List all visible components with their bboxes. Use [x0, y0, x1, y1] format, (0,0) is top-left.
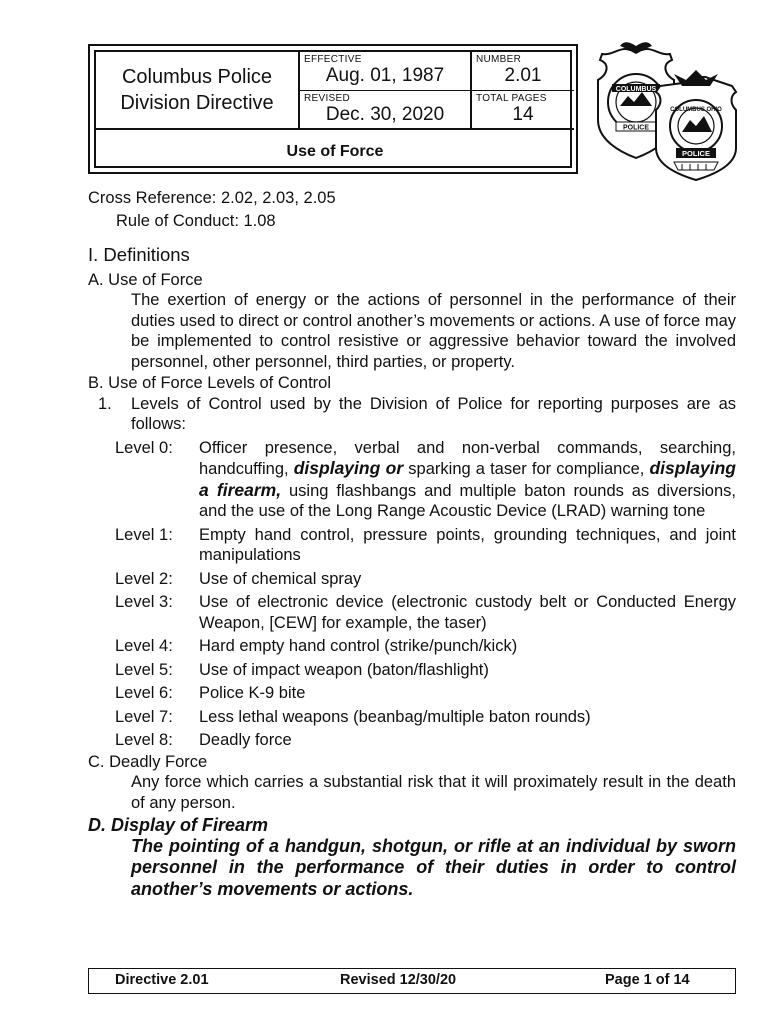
level-label: Level 8: [115, 731, 173, 749]
subsection-a-heading: A. Use of Force [88, 270, 203, 289]
level-row-0 [115, 438, 736, 522]
level-description: Use of electronic device (electronic custody belt or Conducted Energy Weapon, [CEW] for example, the taser) [199, 593, 736, 632]
subsection-d-text: The pointing of a handgun, shotgun, or rifle at an individual by sworn personnel in the performance of their duties in order to control another’s movements or actions. [131, 835, 736, 899]
level-description: Less lethal weapons (beanbag/multiple baton rounds) [199, 707, 591, 726]
number-cell [472, 52, 574, 91]
badge2-top-text: COLUMBUS OHIO [670, 107, 722, 113]
level0-text-part1: Officer presence, verbal and non-verbal commands, searching, handcuffing, [199, 438, 736, 478]
levels-intro-item [98, 394, 736, 435]
police-badges-logo [590, 40, 740, 185]
level-row-7 [115, 707, 736, 728]
division-title-line2: Division Directive [120, 92, 274, 114]
level-description: Police K-9 bite [199, 684, 306, 702]
division-title-line1: Columbus Police [121, 66, 273, 88]
total-pages-cell [472, 91, 574, 130]
level-row-1 [115, 525, 736, 566]
effective-value: Aug. 01, 1987 [325, 65, 445, 86]
level-label: Level 2: [115, 569, 173, 588]
levels-intro-text: Levels of Control used by the Division of Police for reporting purposes are as follows: [131, 394, 736, 433]
level0-italic-displaying-or: displaying or [293, 458, 404, 478]
level-row-4 [115, 636, 736, 657]
subsection-a-text: The exertion of energy or the actions of personnel in the performance of their duties used to direct or control another’s movements or actions. A use of force may be implemented to control resistive or aggressive behavior toward the involved personnel, other personnel, third parties, or property. [131, 291, 736, 371]
level-description: Empty hand control, pressure points, grounding techniques, and joint manipulations [199, 525, 736, 564]
subsection-b-heading: B. Use of Force Levels of Control [88, 374, 332, 392]
police-shield-badge-icon [656, 70, 736, 180]
footer-directive-number: Directive 2.01 [115, 972, 209, 988]
badge1-bottom-text: POLICE [622, 124, 650, 132]
directive-body [88, 188, 736, 900]
total-pages-label: TOTAL PAGES [476, 93, 547, 104]
section-definitions-heading: I. Definitions [88, 244, 190, 265]
revised-label: REVISED [304, 93, 351, 104]
levels-intro-number: 1. [98, 394, 112, 413]
level-label: Level 4: [115, 637, 173, 655]
subsection-c-heading: C. Deadly Force [88, 752, 208, 771]
level-row-5 [115, 660, 736, 681]
rule-of-conduct: Rule of Conduct: 1.08 [116, 211, 276, 230]
level-label: Level 0: [115, 438, 173, 457]
level-description: Deadly force [199, 731, 292, 749]
level-description: Use of impact weapon (baton/flashlight) [199, 660, 489, 679]
level-label: Level 5: [115, 660, 173, 679]
directive-header-inner [94, 50, 572, 168]
level-row-3 [115, 592, 736, 633]
subsection-d-heading: D. Display of Firearm [88, 815, 269, 835]
subject-cell [96, 130, 574, 174]
effective-date-cell [300, 52, 472, 91]
level-row-8 [115, 730, 736, 751]
level0-text-part2: sparking a taser for compliance, [403, 460, 650, 478]
revised-date-cell [300, 91, 472, 130]
cross-reference: Cross Reference: 2.02, 2.03, 2.05 [88, 189, 336, 207]
level-row-2 [115, 569, 736, 590]
division-title-cell [96, 52, 300, 130]
level0-text-part3: using flashbangs and multiple baton rounds as diversions, and the use of the Long Range Acoustic Device (LRAD) warning tone [199, 481, 736, 520]
revised-value: Dec. 30, 2020 [325, 104, 445, 125]
footer-revised-date: Revised 12/30/20 [340, 972, 457, 988]
number-value: 2.01 [504, 65, 542, 86]
level-description: Hard empty hand control (strike/punch/kick) [199, 637, 518, 655]
level-description: Use of chemical spray [199, 569, 362, 588]
level-label: Level 1: [115, 525, 173, 544]
page-footer [88, 968, 736, 994]
level0-italic-displaying-firearm: displaying a firearm, [199, 458, 736, 500]
level-label: Level 7: [115, 707, 173, 726]
directive-header [88, 44, 578, 174]
badge2-bottom-text: POLICE [682, 149, 710, 158]
subsection-c-text: Any force which carries a substantial risk that it will proximately result in the death of any person. [131, 773, 736, 812]
directive-subject: Use of Force [286, 143, 384, 160]
effective-label: EFFECTIVE [304, 54, 362, 65]
level-description [199, 438, 736, 522]
total-pages-value: 14 [512, 104, 534, 125]
level-label: Level 6: [115, 684, 173, 702]
footer-page-number: Page 1 of 14 [605, 972, 690, 988]
level-row-6 [115, 683, 736, 704]
badge1-top-text: COLUMBUS [615, 86, 657, 93]
number-label: NUMBER [476, 54, 522, 65]
level-label: Level 3: [115, 593, 173, 611]
